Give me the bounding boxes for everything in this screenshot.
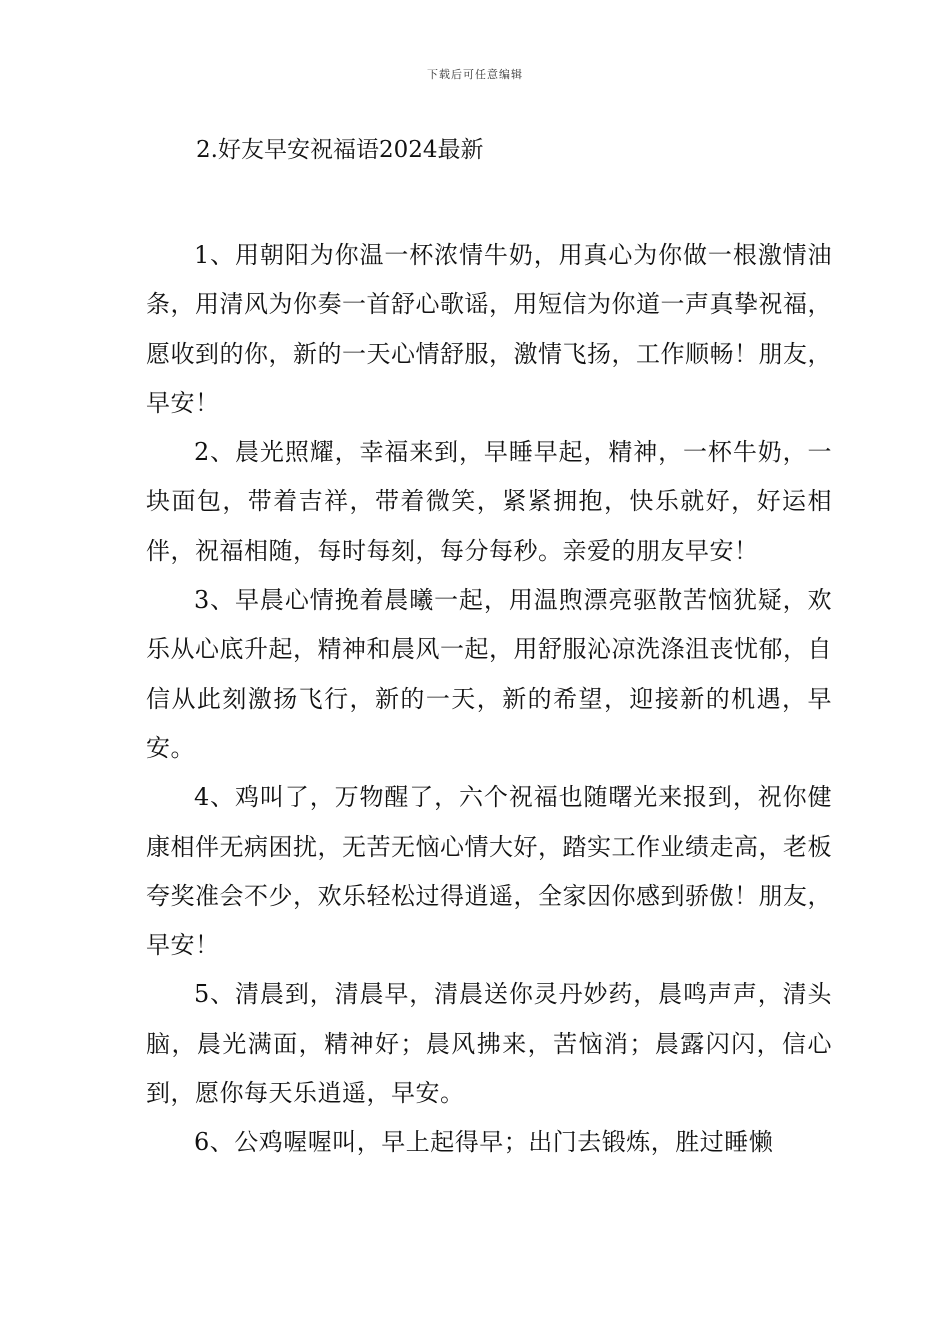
document-body bbox=[146, 231, 832, 1168]
document-title: 2.好友早安祝福语2024最新 bbox=[196, 137, 484, 163]
paragraph: 4、鸡叫了，万物醒了，六个祝福也随曙光来报到，祝你健康相伴无病困扰，无苦无恼心情大好，踏实工作业绩走高，老板夸奖准会不少，欢乐轻松过得逍遥，全家因你感到骄傲！朋友，早安！ bbox=[146, 783, 832, 960]
paragraph: 2、晨光照耀，幸福来到，早睡早起，精神，一杯牛奶，一块面包，带着吉祥，带着微笑，紧紧拥抱，快乐就好，好运相伴，祝福相随，每时每刻，每分每秒。亲爱的朋友早安！ bbox=[146, 438, 832, 565]
paragraph: 6、公鸡喔喔叫，早上起得早；出门去锻炼，胜过睡懒 bbox=[194, 1128, 774, 1157]
paragraph: 3、早晨心情挽着晨曦一起，用温煦漂亮驱散苦恼犹疑，欢乐从心底升起，精神和晨风一起，用舒服沁凉洗涤沮丧忧郁，自信从此刻激扬飞行，新的一天，新的希望，迎接新的机遇，早安。 bbox=[146, 586, 832, 762]
paragraph: 1、用朝阳为你温一杯浓情牛奶，用真心为你做一根激情油条，用清风为你奏一首舒心歌谣，用短信为你道一声真挚祝福，愿收到的你，新的一天心情舒服，激情飞扬，工作顺畅！朋友，早安！ bbox=[146, 241, 832, 417]
header-note: 下载后可任意编辑 bbox=[427, 68, 523, 81]
paragraph: 5、清晨到，清晨早，清晨送你灵丹妙药，晨鸣声声，清头脑，晨光满面，精神好；晨风拂来，苦恼消；晨露闪闪，信心到，愿你每天乐逍遥，早安。 bbox=[146, 980, 832, 1108]
